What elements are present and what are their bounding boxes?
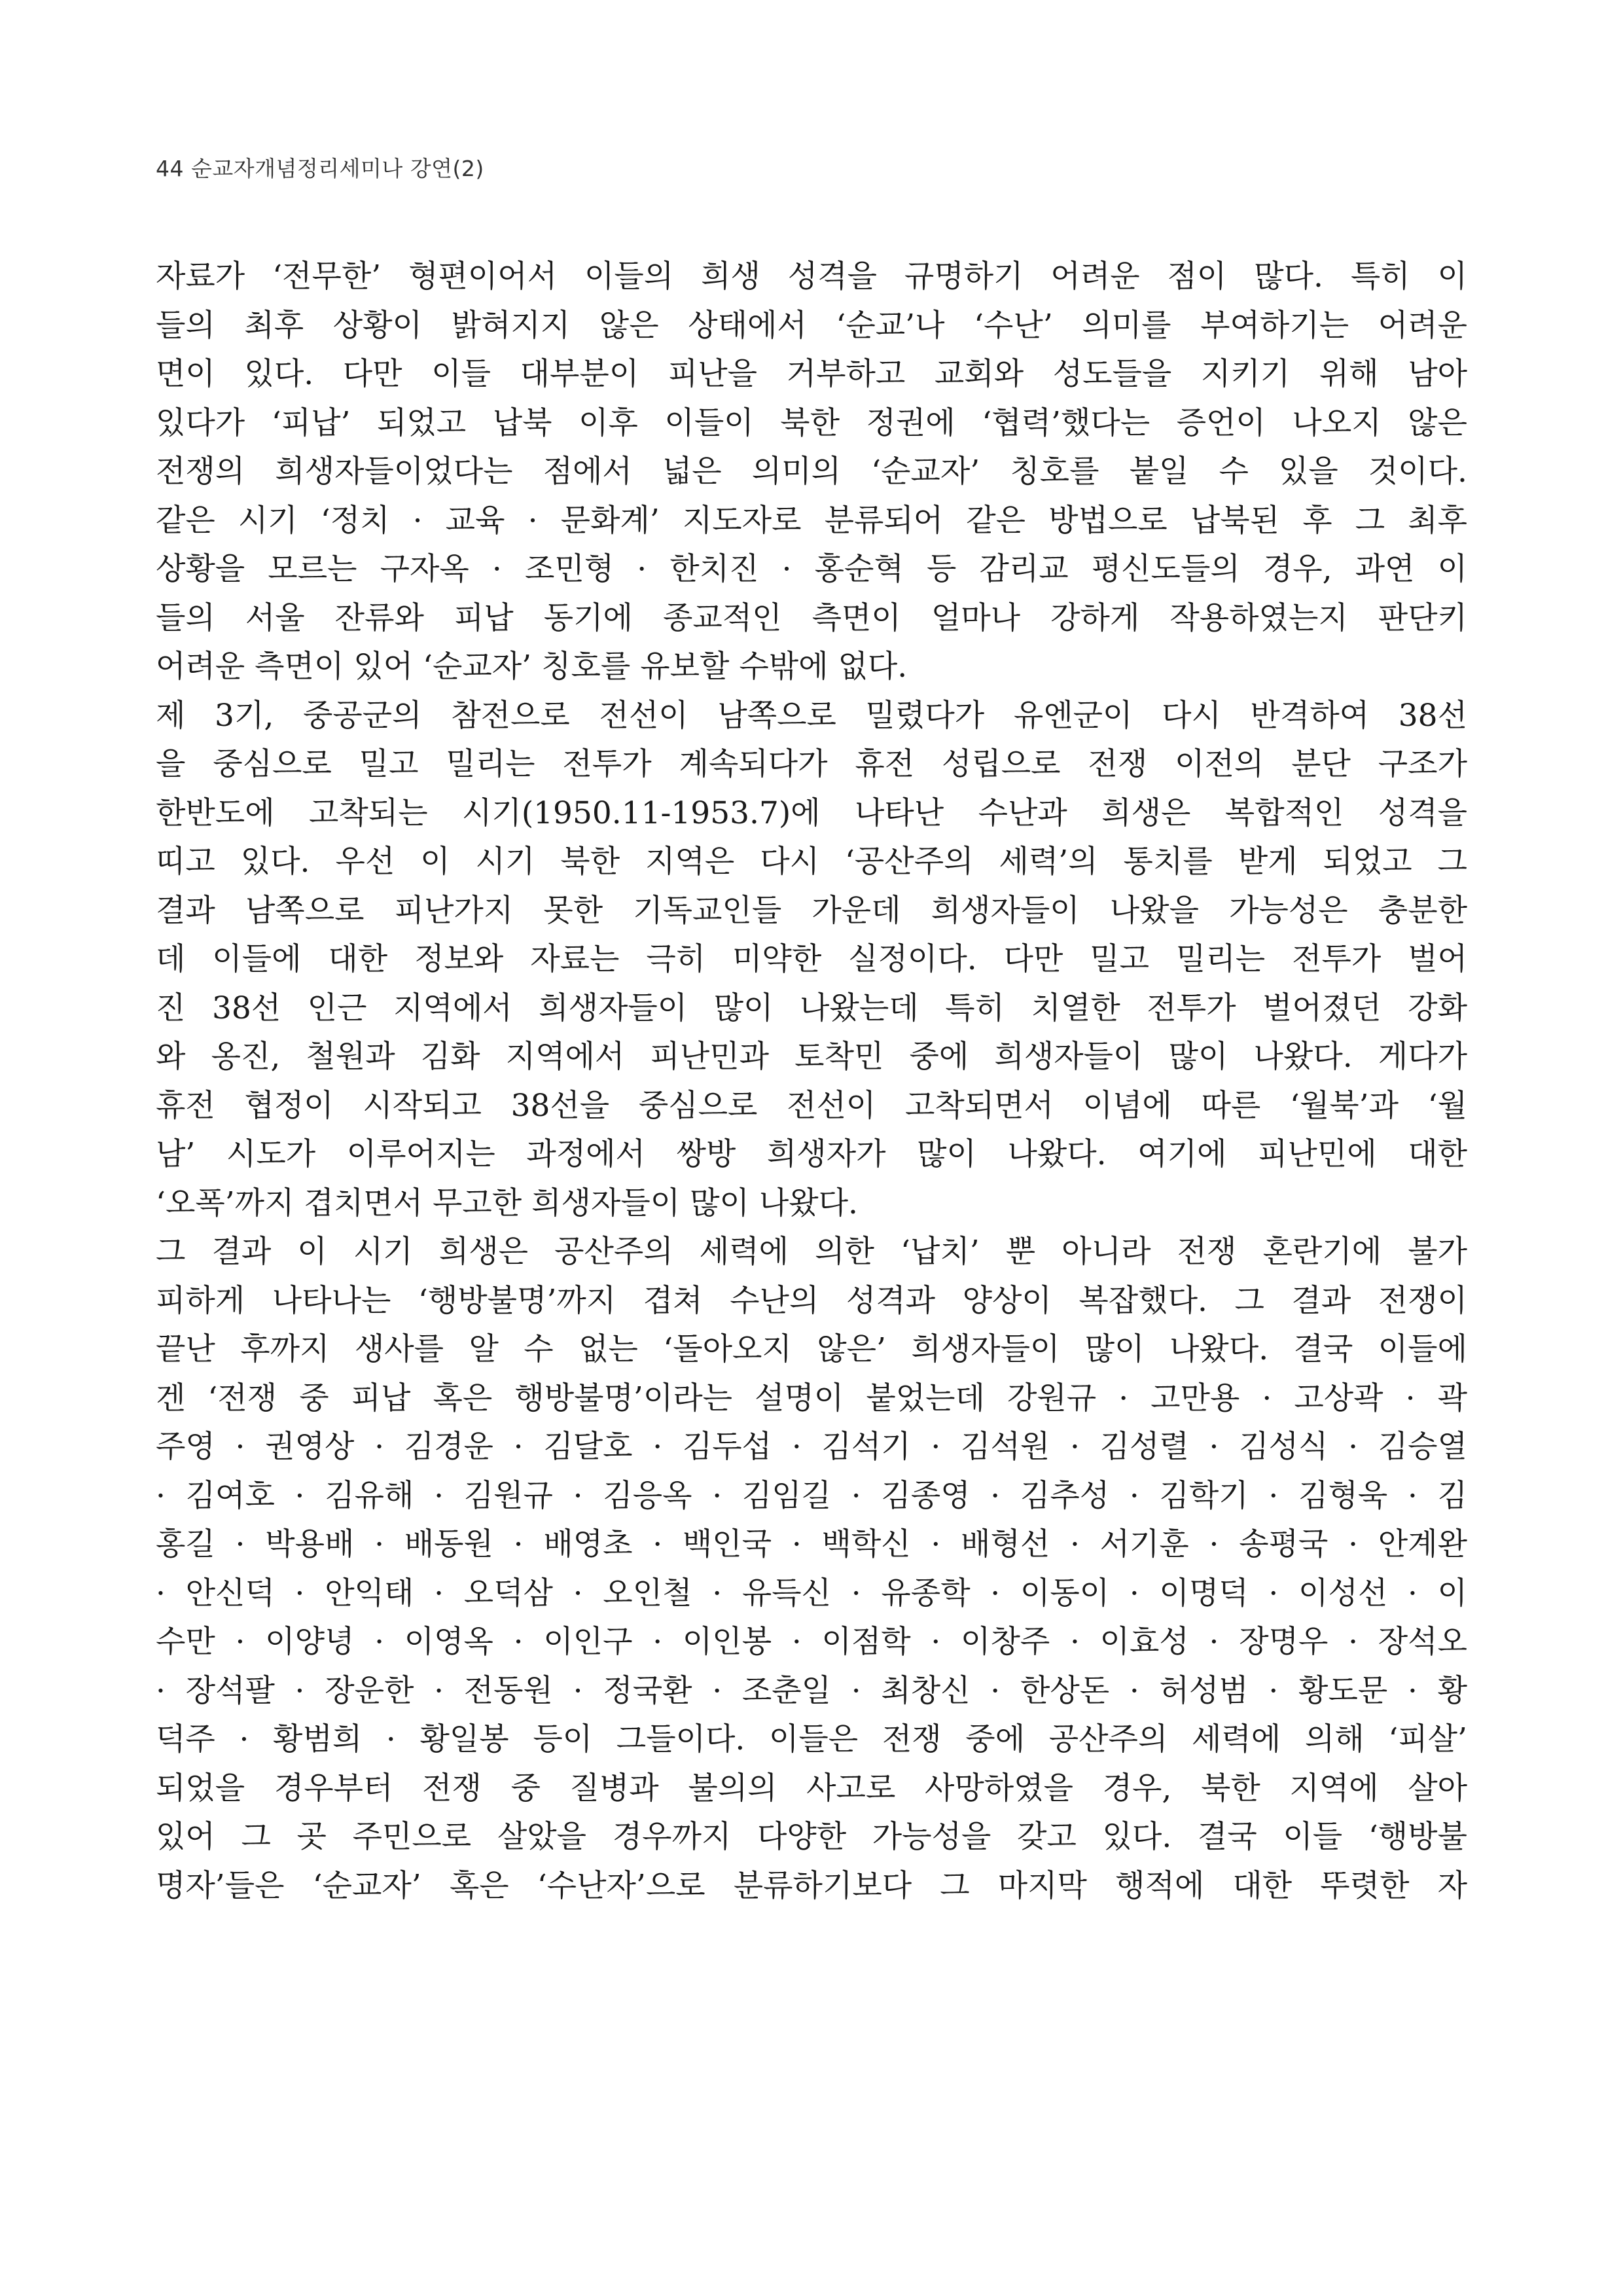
text-line: 진 38선 인근 지역에서 희생자들이 많이 나왔는데 특히 치열한 전투가 벌어졌던 강화 [156,990,1467,1026]
text-line: 명자’들은 ‘순교자’ 혹은 ‘수난자’으로 분류하기보다 그 마지막 행적에 대한 뚜렷한 자 [156,1867,1467,1904]
text-line: 덕주 · 황범희 · 황일봉 등이 그들이다. 이들은 전쟁 중에 공산주의 세력에 의해 ‘피살’ [156,1721,1467,1757]
page-header: 44 순교자개념정리세미나 강연(2) [156,156,484,181]
text-line: · 안신덕 · 안익태 · 오덕삼 · 오인철 · 유득신 · 유종학 · 이동이 · 이명덕 · 이성선 · 이 [156,1575,1467,1611]
text-line: 상황을 모르는 구자옥 · 조민형 · 한치진 · 홍순혁 등 감리교 평신도들의 경우, 과연 이 [156,551,1467,587]
body-text [156,253,1467,1910]
text-line: 자료가 ‘전무한’ 형편이어서 이들의 희생 성격을 규명하기 어려운 점이 많다. 특히 이 [156,259,1467,295]
text-line: 같은 시기 ‘정치 · 교육 · 문화계’ 지도자로 분류되어 같은 방법으로 납북된 후 그 최후 [156,502,1467,539]
text-line: 겐 ‘전쟁 중 피납 혹은 행방불명’이라는 설명이 붙었는데 강원규 · 고만용 · 고상곽 · 곽 [156,1380,1467,1416]
text-line: 한반도에 고착되는 시기(1950.11-1953.7)에 나타난 수난과 희생은 복합적인 성격을 [156,795,1467,831]
text-line: 주영 · 권영상 · 김경운 · 김달호 · 김두섭 · 김석기 · 김석원 · 김성렬 · 김성식 · 김승열 [156,1429,1467,1465]
text-line: 그 결과 이 시기 희생은 공산주의 세력에 의한 ‘납치’ 뿐 아니라 전쟁 혼란기에 불가 [156,1234,1467,1270]
text-line: · 장석팔 · 장운한 · 전동원 · 정국환 · 조춘일 · 최창신 · 한상돈 · 허성범 · 황도문 · 황 [156,1672,1467,1709]
text-line: 되었을 경우부터 전쟁 중 질병과 불의의 사고로 사망하였을 경우, 북한 지역에 살아 [156,1770,1467,1806]
text-line: 전쟁의 희생자들이었다는 점에서 넓은 의미의 ‘순교자’ 칭호를 붙일 수 있을 것이다. [156,454,1467,490]
text-line: 을 중심으로 밀고 밀리는 전투가 계속되다가 휴전 성립으로 전쟁 이전의 분단 구조가 [156,746,1467,782]
text-line: 띠고 있다. 우선 이 시기 북한 지역은 다시 ‘공산주의 세력’의 통치를 받게 되었고 그 [156,844,1467,880]
text-line: 결과 남쪽으로 피난가지 못한 기독교인들 가운데 희생자들이 나왔을 가능성은 충분한 [156,892,1467,929]
text-line: 어려운 측면이 있어 ‘순교자’ 칭호를 유보할 수밖에 없다. [156,649,908,685]
text-line: 끝난 후까지 생사를 알 수 없는 ‘돌아오지 않은’ 희생자들이 많이 나왔다. 결국 이들에 [156,1331,1467,1367]
text-line: 들의 최후 상황이 밝혀지지 않은 상태에서 ‘순교’나 ‘수난’ 의미를 부여하기는 어려운 [156,307,1467,344]
text-line: 있어 그 곳 주민으로 살았을 경우까지 다양한 가능성을 갖고 있다. 결국 이들 ‘행방불 [156,1819,1467,1855]
text-line: 남’ 시도가 이루어지는 과정에서 쌍방 희생자가 많이 나왔다. 여기에 피난민에 대한 [156,1136,1467,1172]
text-line: 와 옹진, 철원과 김화 지역에서 피난민과 토착민 중에 희생자들이 많이 나왔다. 게다가 [156,1039,1467,1075]
text-line: · 김여호 · 김유해 · 김원규 · 김응옥 · 김임길 · 김종영 · 김추성 · 김학기 · 김형욱 · 김 [156,1477,1467,1514]
text-line: 데 이들에 대한 정보와 자료는 극히 미약한 실정이다. 다만 밀고 밀리는 전투가 벌어 [156,941,1467,977]
text-line: ‘오폭’까지 겹치면서 무고한 희생자들이 많이 나왔다. [156,1185,858,1221]
text-line: 면이 있다. 다만 이들 대부분이 피난을 거부하고 교회와 성도들을 지키기 위해 남아 [156,356,1467,392]
text-line: 휴전 협정이 시작되고 38선을 중심으로 전선이 고착되면서 이념에 따른 ‘월북’과 ‘월 [156,1087,1467,1124]
text-line: 홍길 · 박용배 · 배동원 · 배영초 · 백인국 · 백학신 · 배형선 · 서기훈 · 송평국 · 안계완 [156,1526,1467,1562]
text-line: 피하게 나타나는 ‘행방불명’까지 겹쳐 수난의 성격과 양상이 복잡했다. 그 결과 전쟁이 [156,1282,1467,1319]
text-line: 들의 서울 잔류와 피납 동기에 종교적인 측면이 얼마나 강하게 작용하였는지 판단키 [156,600,1467,636]
text-line: 수만 · 이양녕 · 이영옥 · 이인구 · 이인봉 · 이점학 · 이창주 · 이효성 · 장명우 · 장석오 [156,1624,1467,1660]
text-line: 있다가 ‘피납’ 되었고 납북 이후 이들이 북한 정권에 ‘협력’했다는 증언이 나오지 않은 [156,404,1467,441]
text-line: 제 3기, 중공군의 참전으로 전선이 남쪽으로 밀렸다가 유엔군이 다시 반격하여 38선 [156,697,1467,734]
